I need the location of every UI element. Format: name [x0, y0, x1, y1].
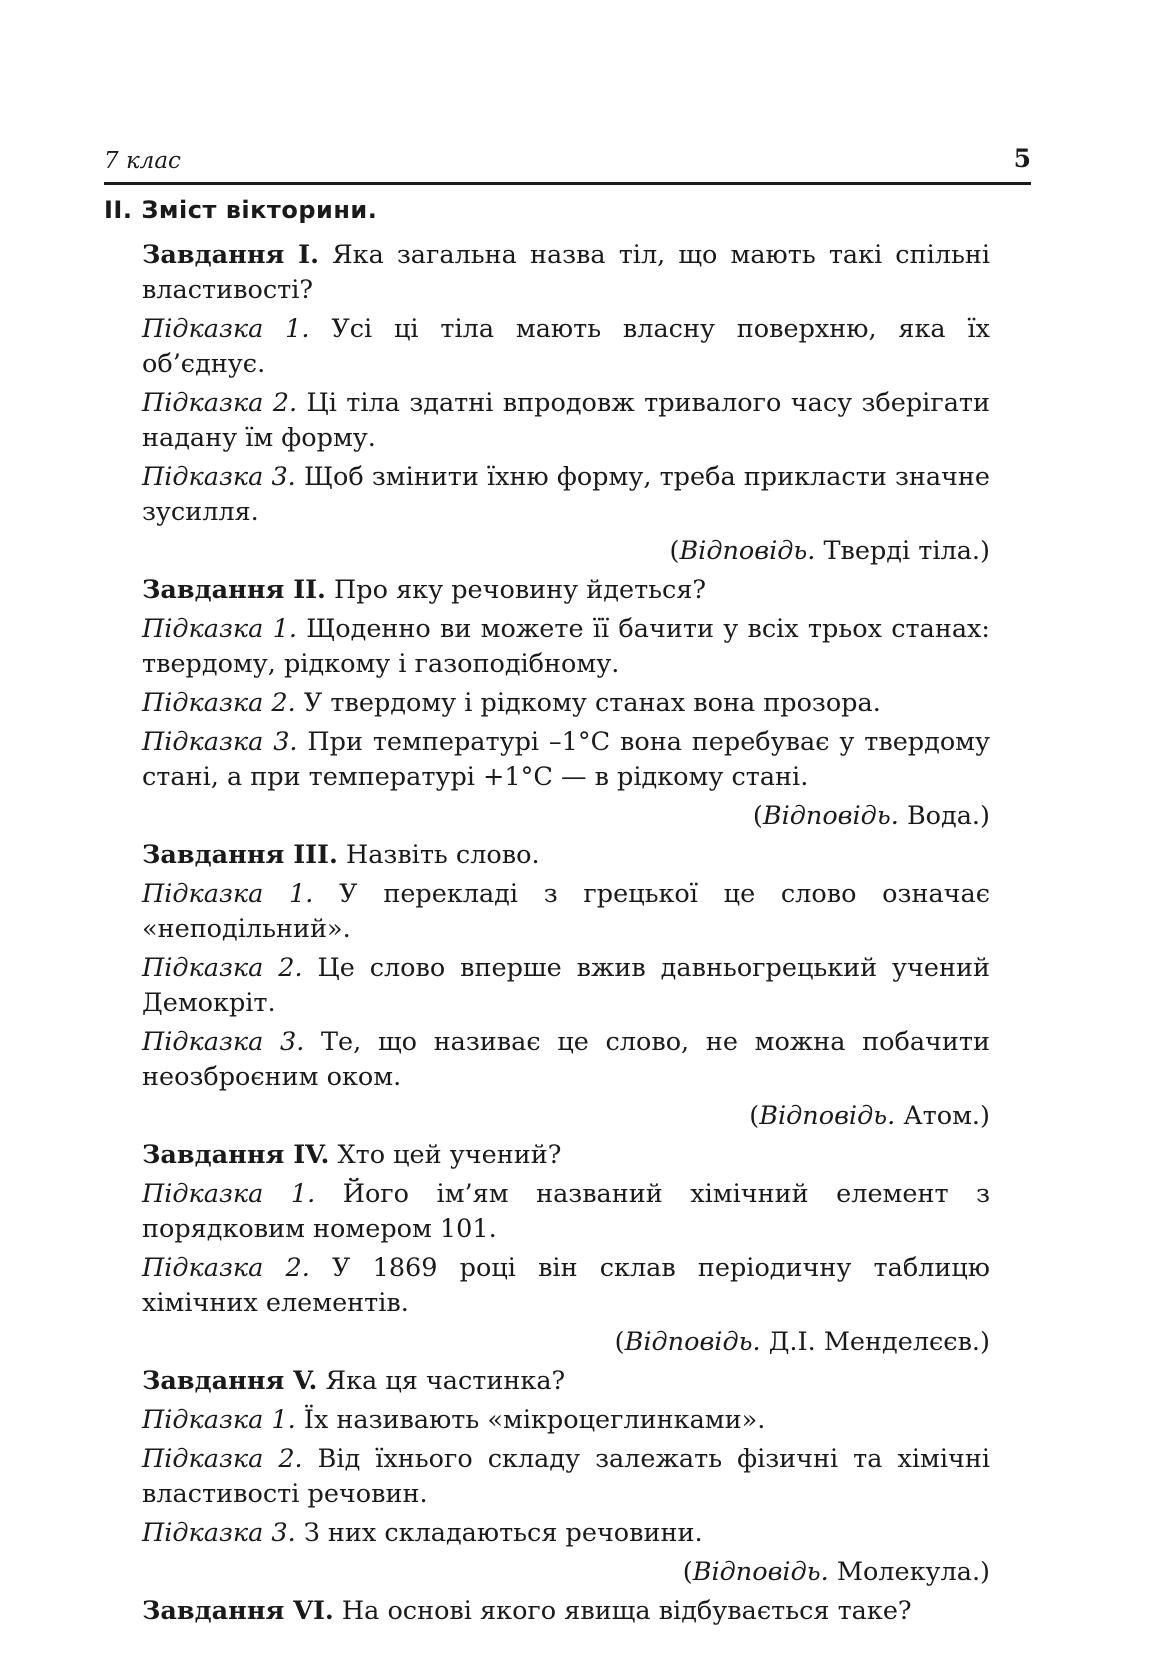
task-5 — [142, 1364, 990, 1399]
answer-label: Відповідь. — [762, 801, 899, 831]
hint — [142, 686, 990, 721]
section-title: II. Зміст вікторини. — [104, 196, 378, 224]
hint-label: Підказка 1. — [142, 1179, 316, 1209]
answer — [142, 1555, 990, 1590]
task-4 — [142, 1138, 990, 1173]
hint-label: Підказка 1. — [142, 614, 297, 644]
hint — [142, 1516, 990, 1551]
hint — [142, 312, 990, 382]
task-label: Завдання VI. — [142, 1596, 334, 1626]
hint-text: У 1869 році він склав періодичну таблицю хімічних елементів. — [142, 1253, 990, 1318]
task-2 — [142, 573, 990, 608]
hint-label: Підказка 1. — [142, 314, 310, 344]
hint-label: Підказка 2. — [142, 953, 303, 983]
hint — [142, 460, 990, 530]
task-question: Яка ця частинка? — [325, 1366, 566, 1396]
answer — [142, 1325, 990, 1360]
task-question: Назвіть слово. — [345, 840, 540, 870]
answer-label: Відповідь. — [759, 1101, 896, 1131]
hint-text: При температурі –1°С вона перебуває у твердому стані, а при температурі +1°С — в рідкому стані. — [142, 727, 991, 792]
answer — [142, 799, 990, 834]
task-question: Про яку речовину йдеться? — [334, 575, 707, 605]
hint-label: Підказка 3. — [142, 462, 296, 492]
hint — [142, 951, 990, 1021]
hint-text: Від їхнього складу залежать фізичні та хімічні властивості речовин. — [142, 1444, 991, 1509]
page-header — [104, 142, 1031, 185]
answer-open-paren: ( — [752, 801, 763, 831]
answer-open-paren: ( — [669, 536, 680, 566]
task-label: Завдання IV. — [142, 1140, 330, 1170]
hint-text: Щоб змінити їхню форму, треба прикласти значне зусилля. — [142, 462, 990, 527]
answer-label: Відповідь. — [692, 1557, 829, 1587]
hint-label: Підказка 2. — [142, 1253, 310, 1283]
answer — [142, 534, 990, 569]
hint-label: Підказка 2. — [142, 388, 298, 418]
answer-text: Молекула.) — [836, 1557, 990, 1587]
task-label: Завдання I. — [142, 240, 319, 270]
hint — [142, 1177, 990, 1247]
hint-text: Їх називають «мікроцеглинками». — [303, 1405, 766, 1435]
hint-text: Щоденно ви можете її бачити у всіх трьох станах: твердому, рідкому і газоподібному. — [142, 614, 990, 679]
task-question: Яка загальна назва тіл, що мають такі спільні властивості? — [142, 240, 990, 305]
hint — [142, 612, 990, 682]
page-number: 5 — [1013, 144, 1031, 173]
hint-text: Усі ці тіла мають власну поверхню, яка їх об’єднує. — [142, 314, 990, 379]
hint — [142, 1251, 990, 1321]
task-label: Завдання III. — [142, 840, 338, 870]
answer-open-paren: ( — [749, 1101, 760, 1131]
answer-text: Тверді тіла.) — [823, 536, 990, 566]
task-1 — [142, 238, 990, 308]
hint — [142, 1442, 990, 1512]
answer-open-paren: ( — [614, 1327, 625, 1357]
hint-label: Підказка 2. — [142, 1444, 303, 1474]
hint-label: Підказка 3. — [142, 727, 298, 757]
quiz-content — [142, 238, 990, 1633]
hint-text: У перекладі з грецької це слово означає «неподільний». — [142, 879, 990, 944]
task-3 — [142, 838, 990, 873]
answer — [142, 1099, 990, 1134]
answer-text: Атом.) — [903, 1101, 990, 1131]
answer-open-paren: ( — [682, 1557, 693, 1587]
hint-label: Підказка 1. — [142, 879, 314, 909]
task-question: Хто цей учений? — [337, 1140, 562, 1170]
answer-text: Вода.) — [906, 801, 990, 831]
hint-text: Це слово вперше вжив давньогрецький учений Демокріт. — [142, 953, 990, 1018]
hint-text: Ці тіла здатні впродовж тривалого часу зберігати надану їм форму. — [142, 388, 990, 453]
answer-label: Відповідь. — [679, 536, 816, 566]
task-6 — [142, 1594, 990, 1629]
hint — [142, 386, 990, 456]
task-label: Завдання II. — [142, 575, 326, 605]
hint — [142, 725, 990, 795]
task-question: На основі якого явища відбувається таке? — [341, 1596, 912, 1626]
hint-text: Те, що називає це слово, не можна побачити неозброєним оком. — [142, 1027, 991, 1092]
hint — [142, 1403, 990, 1438]
hint — [142, 877, 990, 947]
hint-label: Підказка 2. — [142, 688, 296, 718]
hint-label: Підказка 3. — [142, 1518, 296, 1548]
hint-label: Підказка 3. — [142, 1027, 305, 1057]
hint-text: Його ім’ям названий хімічний елемент з порядковим номером 101. — [142, 1179, 990, 1244]
hint — [142, 1025, 990, 1095]
task-label: Завдання V. — [142, 1366, 318, 1396]
answer-label: Відповідь. — [624, 1327, 761, 1357]
hint-text: З них складаються речовини. — [303, 1518, 703, 1548]
hint-label: Підказка 1. — [142, 1405, 296, 1435]
answer-text: Д.І. Менделєєв.) — [768, 1327, 990, 1357]
grade-label: 7 клас — [104, 148, 181, 174]
hint-text: У твердому і рідкому станах вона прозора. — [303, 688, 881, 718]
